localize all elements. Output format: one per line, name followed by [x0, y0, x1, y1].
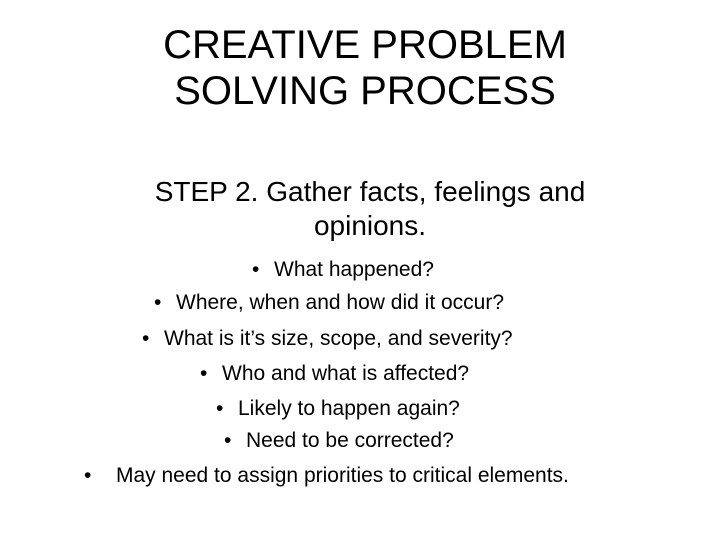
bullet-icon: • [224, 429, 232, 452]
bullet-icon: • [142, 327, 150, 350]
step-heading-line-2: opinions. [313, 210, 427, 241]
bullet-text: Who and what is affected? [222, 362, 470, 385]
step-heading [100, 175, 640, 243]
bullet-text: May need to assign priorities to critical elements. [116, 464, 569, 487]
bullet-text: What is it’s size, scope, and severity? [164, 327, 513, 350]
bullet-icon: • [200, 362, 208, 385]
bullet-text: What happened? [274, 258, 434, 281]
bullet-item [142, 326, 513, 352]
bullet-item [200, 361, 469, 387]
bullet-item [154, 290, 504, 316]
slide-title [100, 22, 630, 114]
step-heading-line-1: STEP 2. Gather facts, feelings and [154, 176, 586, 207]
bullet-text: Need to be corrected? [246, 429, 454, 452]
bullet-text: Where, when and how did it occur? [176, 291, 505, 314]
bullet-item [224, 428, 454, 454]
bullet-icon: • [84, 464, 92, 487]
bullet-icon: • [154, 291, 162, 314]
bullet-text: Likely to happen again? [238, 397, 460, 420]
title-line-2: SOLVING PROCESS [174, 69, 556, 113]
bullet-item [252, 257, 434, 283]
bullet-item [216, 396, 460, 422]
bullet-icon: • [252, 258, 260, 281]
bullet-item [84, 463, 569, 489]
bullet-icon: • [216, 397, 224, 420]
title-line-1: CREATIVE PROBLEM [163, 23, 567, 67]
